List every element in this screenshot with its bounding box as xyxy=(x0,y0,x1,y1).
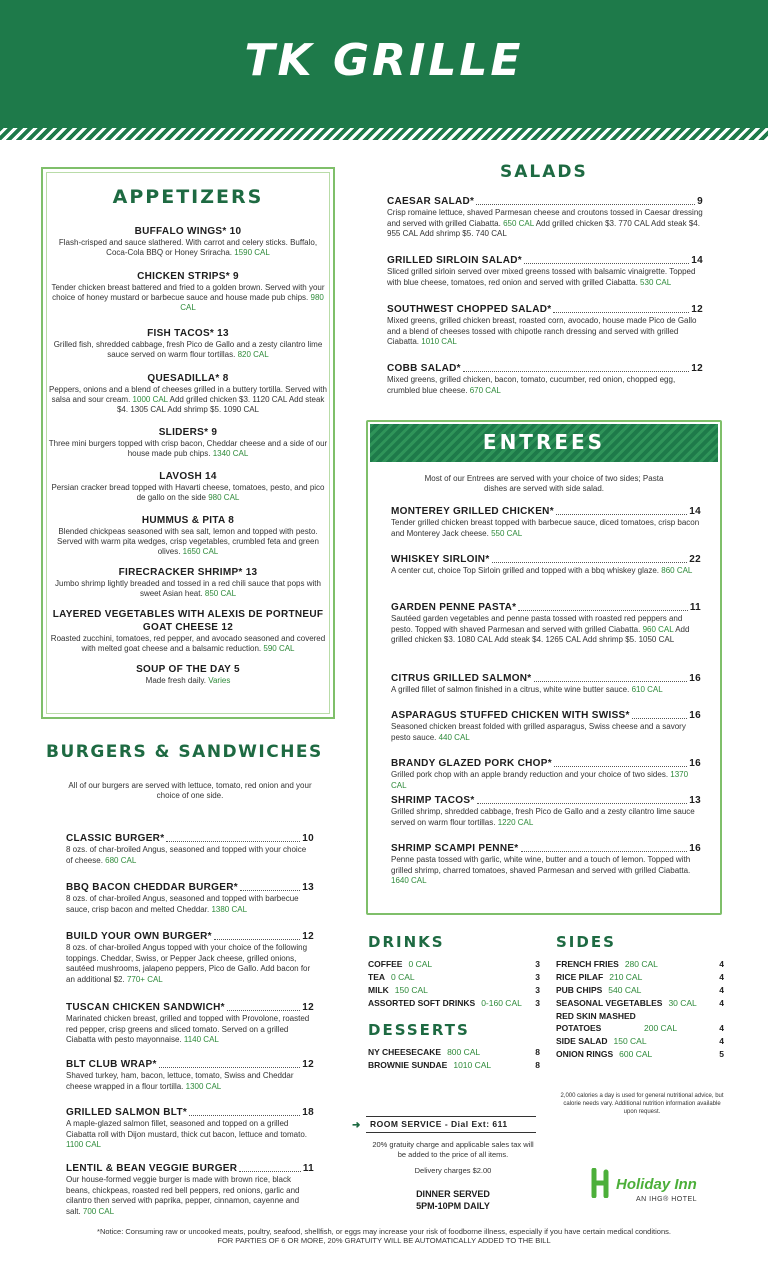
appetizer-item: BUFFALO WINGS* 10 Flash-crisped and sauce slathered. With carrot and celery sticks. Buffalo, Coca-Cola BBQ or Honey Sriracha. 1590 CAL xyxy=(58,226,318,257)
entree-item: BRANDY GLAZED PORK CHOP* 16 Grilled pork chop with an apple brandy reduction and your choice of two sides. 1370 CAL xyxy=(391,758,701,790)
entree-item: CITRUS GRILLED SALMON* 16 A grilled fillet of salmon finished in a citrus, white wine butter sauce. 610 CAL xyxy=(391,673,701,694)
appetizers-title: APPETIZERS xyxy=(112,186,264,208)
appetizer-item: SLIDERS* 9 Three mini burgers topped with crisp bacon, Cheddar cheese and a side of our house made pub chips. 1340 CAL xyxy=(48,427,328,458)
entrees-intro: Most of our Entrees are served with your choice of two sides; Pasta dishes are served with side salad. xyxy=(424,474,664,493)
salad-item: COBB SALAD* 12 Mixed greens, grilled chicken, bacon, tomato, cucumber, red onion, chopped egg, crumbled blue cheese. 670 CAL xyxy=(387,363,703,395)
appetizer-item: LAVOSH 14 Persian cracker bread topped with Havarti cheese, tomatoes, pesto, and pico de gallo on the side 980 CAL xyxy=(51,471,325,502)
side-item: SEASONAL VEGETABLES 30 CAL 4 xyxy=(556,998,724,1008)
entrees-title: ENTREES xyxy=(482,430,606,454)
side-item: RICE PILAF 210 CAL 4 xyxy=(556,972,724,982)
drink-item: COFFEE 0 CAL 3 xyxy=(368,959,540,969)
ihg-tagline: AN IHG® HOTEL xyxy=(636,1196,698,1203)
drink-item: MILK 150 CAL 3 xyxy=(368,985,540,995)
appetizer-item: LAYERED VEGETABLES WITH ALEXIS DE PORTNEUF GOAT CHEESE 12 Roasted zucchini, tomatoes, red pepper, and avocado seasoned and covered with melted goat cheese and a balsamic reduction. 590 CAL xyxy=(50,609,326,653)
salad-item: CAESAR SALAD* 9 Crisp romaine lettuce, shaved Parmesan cheese and croutons tossed in Caesar dressing and served with grilled Ciabatta. 650 CAL Add grilled chicken $3. 770 CAL Add steak $4. 955 CAL Add shrimp $5. 740 CAL xyxy=(387,196,703,238)
burger-item: TUSCAN CHICKEN SANDWICH* 12 Marinated chicken breast, grilled and topped with Provolone, roasted red pepper, crisp greens and sliced tomato. Served on a grilled Ciabatta with pesto mayonnaise. 1140 CAL xyxy=(66,1002,314,1044)
appetizer-item: FIRECRACKER SHRIMP* 13 Jumbo shrimp lightly breaded and tossed in a red chili sauce that pops with sweet Asian heat. 850 CAL xyxy=(55,567,321,598)
appetizer-item: SOUP OF THE DAY 5 Made fresh daily. Varies xyxy=(136,664,240,685)
burger-item: BLT CLUB WRAP* 12 Shaved turkey, ham, bacon, lettuce, tomato, Swiss and Cheddar cheese wrapped in a flour tortilla. 1300 CAL xyxy=(66,1059,314,1091)
drinks-title: DRINKS xyxy=(368,933,445,951)
foodborne-notice: *Notice: Consuming raw or uncooked meats, poultry, seafood, shellfish, or eggs may increase your risk of foodborne illness, especially if you have certain medical conditions. xyxy=(97,1227,671,1236)
entree-item: SHRIMP TACOS* 13 Grilled shrimp, shredded cabbage, fresh Pico de Gallo and a zesty cilantro lime sauce served on warm flour tortillas. 1220 CAL xyxy=(391,795,701,827)
gratuity-notice: FOR PARTIES OF 6 OR MORE, 20% GRATUITY WILL BE AUTOMATICALLY ADDED TO THE BILL xyxy=(217,1236,551,1245)
appetizer-item: HUMMUS & PITA 8 Blended chickpeas seasoned with sea salt, lemon and topped with pesto. Served with warm pita wedges, crisp vegetables, crumbled feta and green olives. 1650 CAL xyxy=(57,515,319,556)
side-item: SIDE SALAD 150 CAL 4 xyxy=(556,1036,724,1046)
room-service-note: 20% gratuity charge and applicable sales tax will be added to the price of all items. xyxy=(372,1140,534,1159)
burger-item: BBQ BACON CHEDDAR BURGER* 13 8 ozs. of char-broiled Angus, seasoned and topped with barbecue sauce, crisp bacon and melted Cheddar. 1380 CAL xyxy=(66,882,314,914)
desserts-title: DESSERTS xyxy=(368,1021,470,1039)
entree-item: MONTEREY GRILLED CHICKEN* 14 Tender grilled chicken breast topped with barbecue sauce, diced tomatoes, crisp bacon and Monterey Jack cheese. 550 CAL xyxy=(391,506,701,538)
salad-item: GRILLED SIRLOIN SALAD* 14 Sliced grilled sirloin served over mixed greens tossed with balsamic vinaigrette. Topped with blue cheese, tomatoes, red onion and served with grilled Ciabatta. 530 CAL xyxy=(387,255,703,287)
dessert-item: BROWNIE SUNDAE 1010 CAL 8 xyxy=(368,1060,540,1070)
sides-title: SIDES xyxy=(556,933,616,951)
burgers-intro: All of our burgers are served with lettuce, tomato, red onion and your choice of one side. xyxy=(68,781,312,800)
burger-item: CLASSIC BURGER* 10 8 ozs. of char-broiled Angus, seasoned and topped with your choice of cheese. 680 CAL xyxy=(66,833,314,865)
appetizer-item: CHICKEN STRIPS* 9 Tender chicken breast battered and fried to a golden brown. Served with your choice of honey mustard or barbecue sauce and house made pub chips. 980 CAL xyxy=(51,271,325,312)
side-item: FRENCH FRIES 280 CAL 4 xyxy=(556,959,724,969)
entree-item: ASPARAGUS STUFFED CHICKEN WITH SWISS* 16 Seasoned chicken breast folded with grilled asparagus, Swiss cheese and a savory pesto sauce. 440 CAL xyxy=(391,710,701,742)
header-stripe xyxy=(0,128,768,140)
appetizer-item: FISH TACOS* 13 Grilled fish, shredded cabbage, fresh Pico de Gallo and a zesty cilantro lime sauce served on warm flour tortillas. 820 CAL xyxy=(53,328,323,359)
holiday-inn-name: Holiday Inn xyxy=(616,1176,697,1193)
nutrition-note: 2,000 calories a day is used for general nutritional advice, but calorie needs vary. Additional nutrition information available upon request. xyxy=(560,1093,724,1115)
appetizer-item: QUESADILLA* 8 Peppers, onions and a blend of cheeses grilled in a buttery tortilla. Served with salsa and sour cream. 1000 CAL Add grilled chicken $3. 1120 CAL Add steak $4. 1305 CAL Add shrimp $5. 1090 CAL xyxy=(49,373,327,414)
dinner-served: DINNER SERVED 5PM-10PM DAILY xyxy=(416,1189,490,1211)
delivery-charges: Delivery charges $2.00 xyxy=(414,1166,492,1175)
arrow-icon: ➜ xyxy=(352,1120,361,1131)
restaurant-title: TK GRILLE xyxy=(244,35,524,86)
burger-item: BUILD YOUR OWN BURGER* 12 8 ozs. of char-broiled Angus topped with your choice of the following toppings. Cheddar, Swiss, or Pepper Jack cheese, grilled onions, sautéed mushrooms, jalapeno peppers, Pico de Gallo. Add bacon for an additional $2. 770+ CAL xyxy=(66,931,314,984)
side-item: RED SKIN MASHED POTATOES 200 CAL 4 xyxy=(556,1011,724,1033)
burgers-title: BURGERS & SANDWICHES xyxy=(46,742,323,762)
drink-item: TEA 0 CAL 3 xyxy=(368,972,540,982)
room-service-label: ROOM SERVICE - Dial Ext: 611 xyxy=(366,1116,536,1133)
dessert-item: NY CHEESECAKE 800 CAL 8 xyxy=(368,1047,540,1057)
burger-item: LENTIL & BEAN VEGGIE BURGER 11 Our house-formed veggie burger is made with brown rice, black beans, chickpeas, roasted red bell peppers, red onions, garlic and cilantro then served with paprika, pepper, cinnamon, cayenne and salt. 700 CAL xyxy=(66,1163,314,1216)
entree-item: WHISKEY SIRLOIN* 22 A center cut, choice Top Sirloin grilled and topped with a bbq whiskey glaze. 860 CAL xyxy=(391,554,701,575)
holiday-inn-logo-icon xyxy=(588,1168,614,1198)
salad-item: SOUTHWEST CHOPPED SALAD* 12 Mixed greens, grilled chicken breast, roasted corn, avocado, house made Pico de Gallo and a blend of cheeses tossed with chipotle ranch dressing and served with grilled Ciabatta. 1010 CAL xyxy=(387,304,703,346)
entrees-panel xyxy=(366,420,722,915)
side-item: PUB CHIPS 540 CAL 4 xyxy=(556,985,724,995)
menu-header xyxy=(0,0,768,140)
entree-item: SHRIMP SCAMPI PENNE* 16 Penne pasta tossed with garlic, white wine, butter and a touch of lemon. Topped with grilled shrimp, charred tomatoes, shaved Parmesan and served with grilled Ciabatta. 1640 CAL xyxy=(391,843,701,885)
drink-item: ASSORTED SOFT DRINKS 0-160 CAL 3 xyxy=(368,998,540,1008)
entree-item: GARDEN PENNE PASTA* 11 Sautéed garden vegetables and penne pasta tossed with roasted red peppers and pesto. Topped with shaved Parmesan and served with grilled Ciabatta. 960 CAL Add grilled chicken $3. 1080 CAL Add steak $4. 1265 CAL Add shrimp $5. 1050 CAL xyxy=(391,602,701,644)
salads-title: SALADS xyxy=(500,162,588,182)
burger-item: GRILLED SALMON BLT* 18 A maple-glazed salmon fillet, seasoned and topped on a grilled Ciabatta roll with Dijon mustard, thick cut bacon, lettuce and tomato. 1100 CAL xyxy=(66,1107,314,1149)
side-item: ONION RINGS 600 CAL 5 xyxy=(556,1049,724,1059)
